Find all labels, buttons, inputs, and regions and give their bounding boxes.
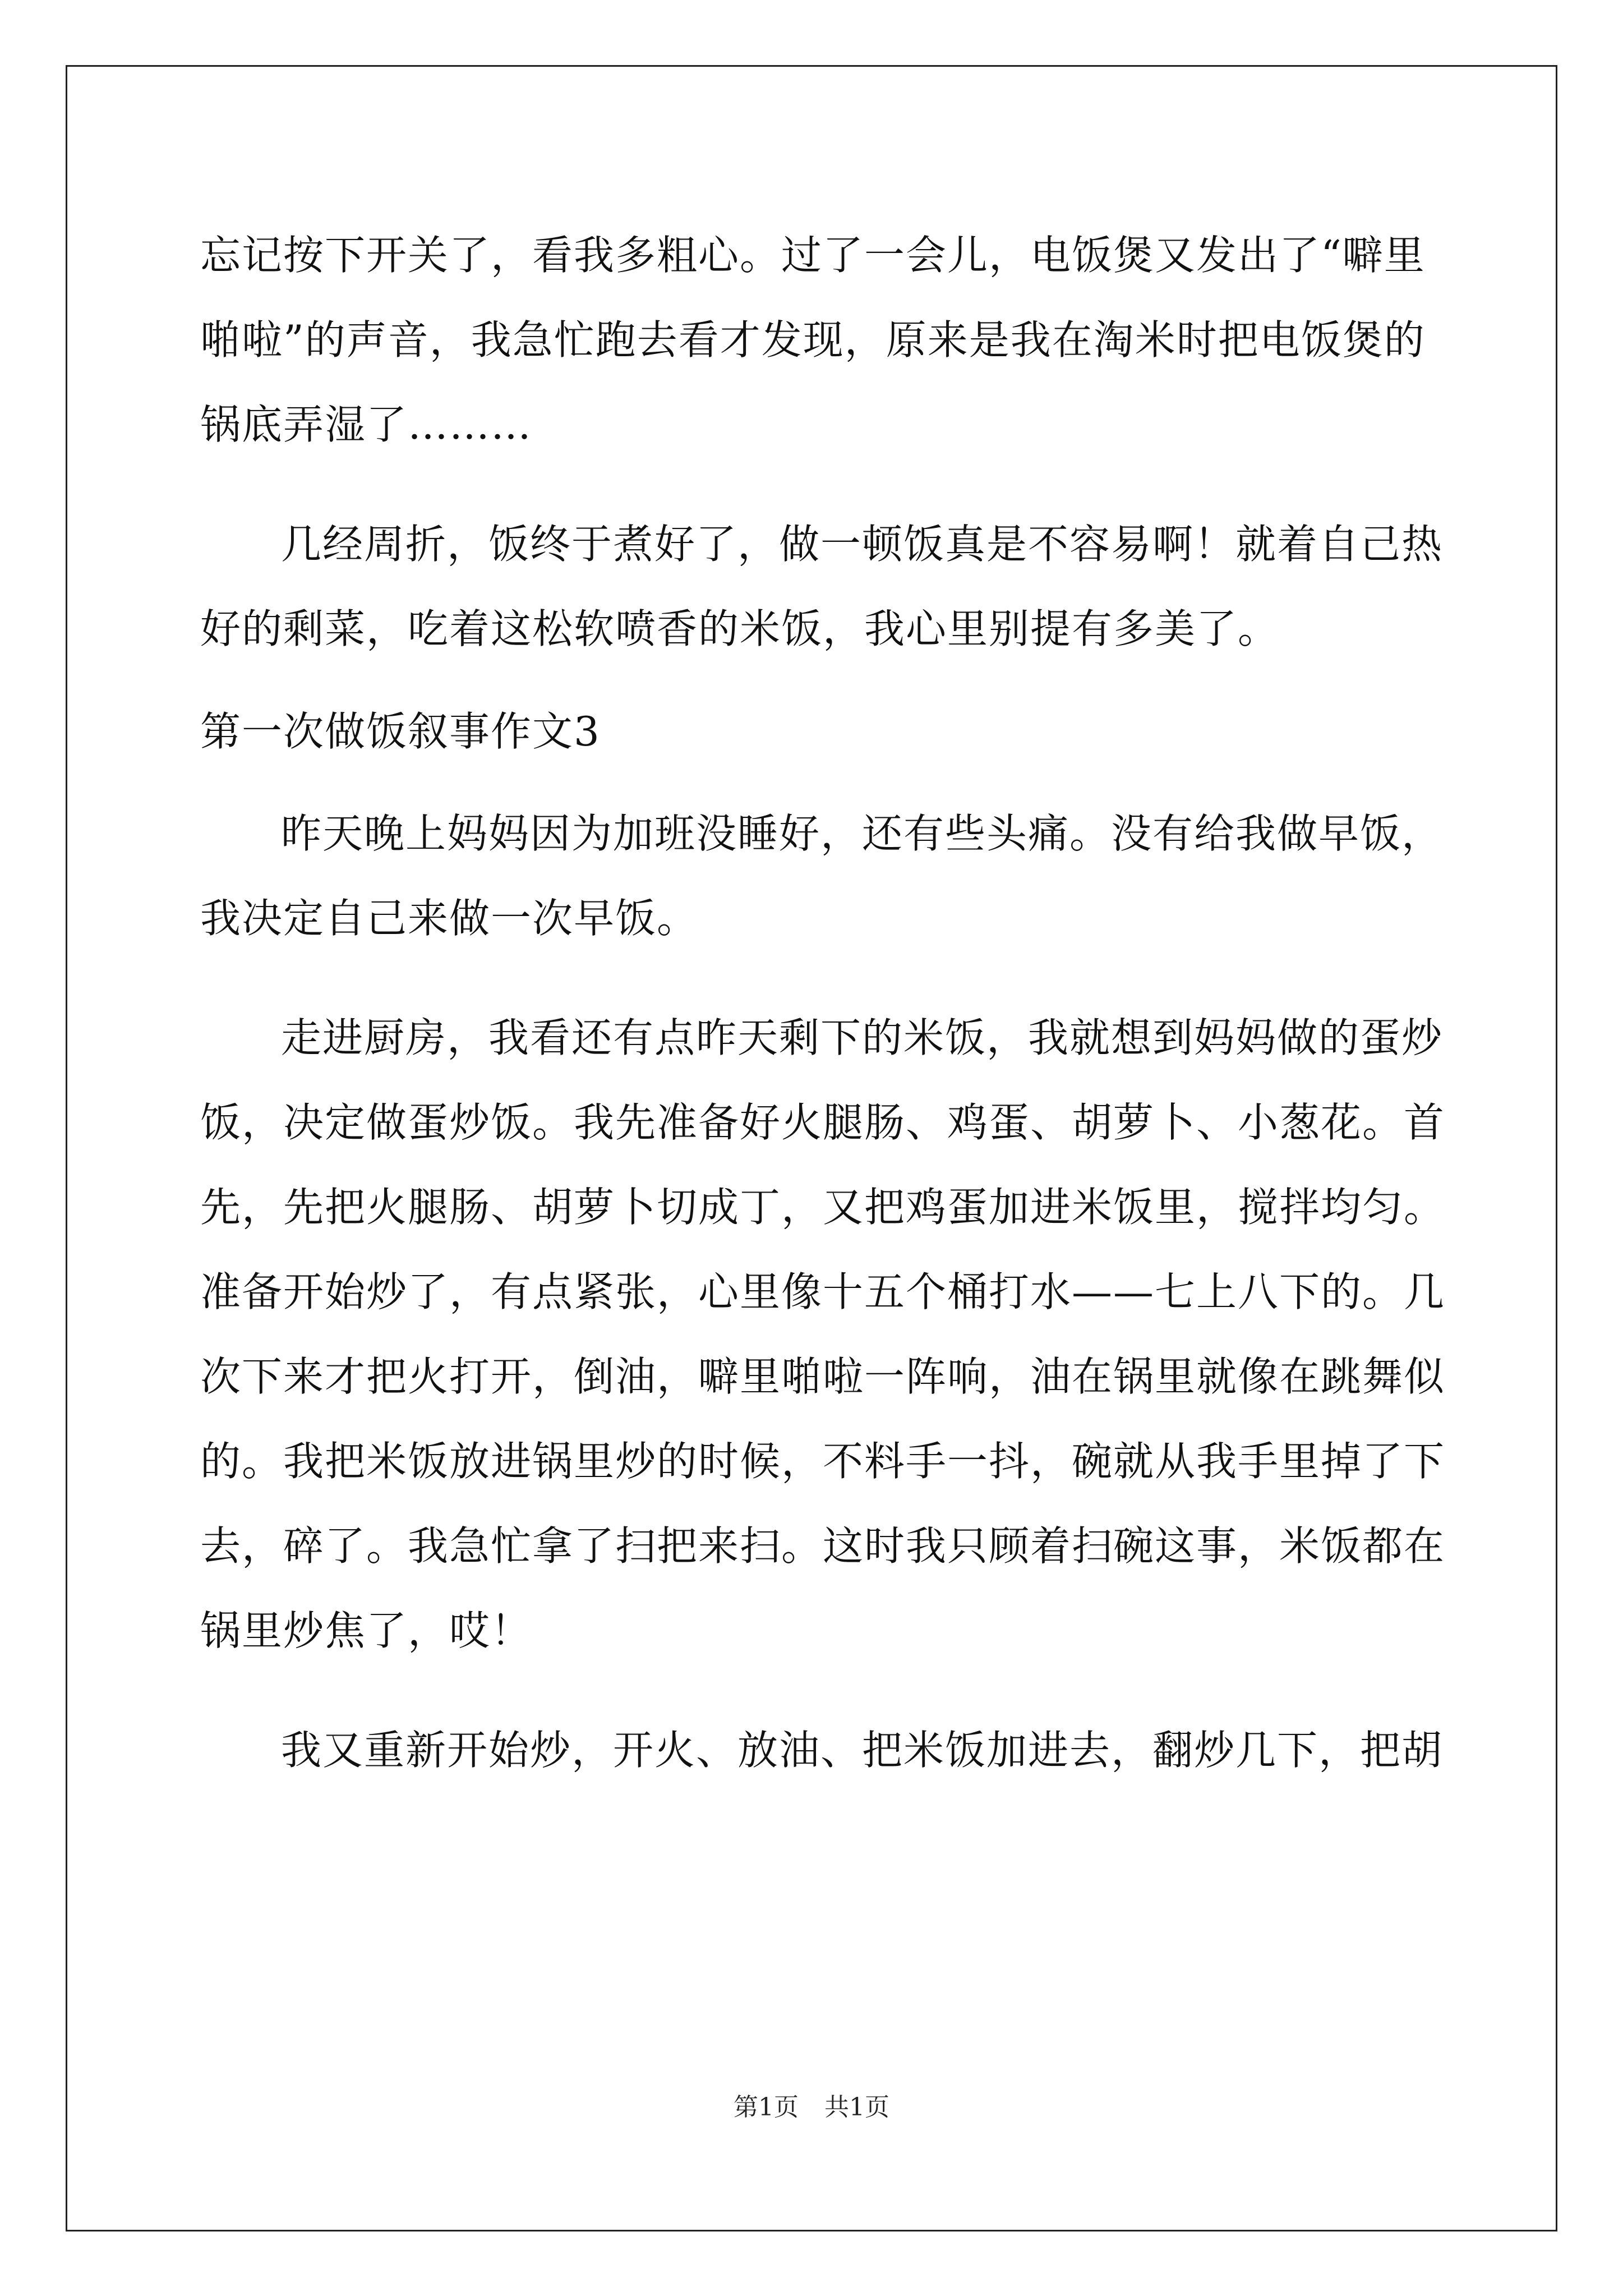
text-line: 去，碎了。我急忙拿了扫把来扫。这时我只顾着扫碗这事，米饭都在	[200, 1522, 1446, 1570]
page-number: 第1页	[734, 2093, 799, 2122]
text-line: 我决定自己来做一次早饭。	[200, 895, 699, 942]
text-line: 昨天晚上妈妈因为加班没睡好，还有些头痛。没有给我做早饭，	[281, 810, 1444, 857]
text-line: 准备开始炒了，有点紧张，心里像十五个桶打水——七上八下的。几	[200, 1268, 1446, 1315]
text-line: 次下来才把火打开，倒油，噼里啪啦一阵响，油在锅里就像在跳舞似	[200, 1353, 1446, 1400]
text-line: 的。我把米饭放进锅里炒的时候，不料手一抖，碗就从我手里掉了下	[200, 1438, 1446, 1485]
text-line: 先，先把火腿肠、胡萝卜切成丁，又把鸡蛋加进米饭里，搅拌均匀。	[200, 1184, 1446, 1231]
page-footer	[0, 2087, 1623, 2123]
text-line: 好的剩菜，吃着这松软喷香的米饭，我心里别提有多美了。	[200, 605, 1280, 652]
section-heading: 第一次做饭叙事作文3	[200, 708, 601, 755]
text-line: 走进厨房，我看还有点昨天剩下的米饭，我就想到妈妈做的蛋炒	[281, 1014, 1444, 1061]
text-line: 我又重新开始炒，开火、放油、把米饭加进去，翻炒几下，把胡	[281, 1727, 1444, 1774]
text-line: 几经周折，饭终于煮好了，做一顿饭真是不容易啊！就着自己热	[281, 521, 1444, 568]
text-line: 忘记按下开关了，看我多粗心。过了一会儿，电饭煲又发出了“噼里	[200, 232, 1426, 279]
text-line: 锅底弄湿了………	[200, 401, 533, 448]
text-line: 锅里炒焦了，哎！	[200, 1607, 533, 1654]
text-line: 啪啦”的声音，我急忙跑去看才发现，原来是我在淘米时把电饭煲的	[200, 316, 1426, 364]
page-total: 共1页	[824, 2093, 889, 2122]
text-line: 饭，决定做蛋炒饭。我先准备好火腿肠、鸡蛋、胡萝卜、小葱花。首	[200, 1099, 1446, 1146]
